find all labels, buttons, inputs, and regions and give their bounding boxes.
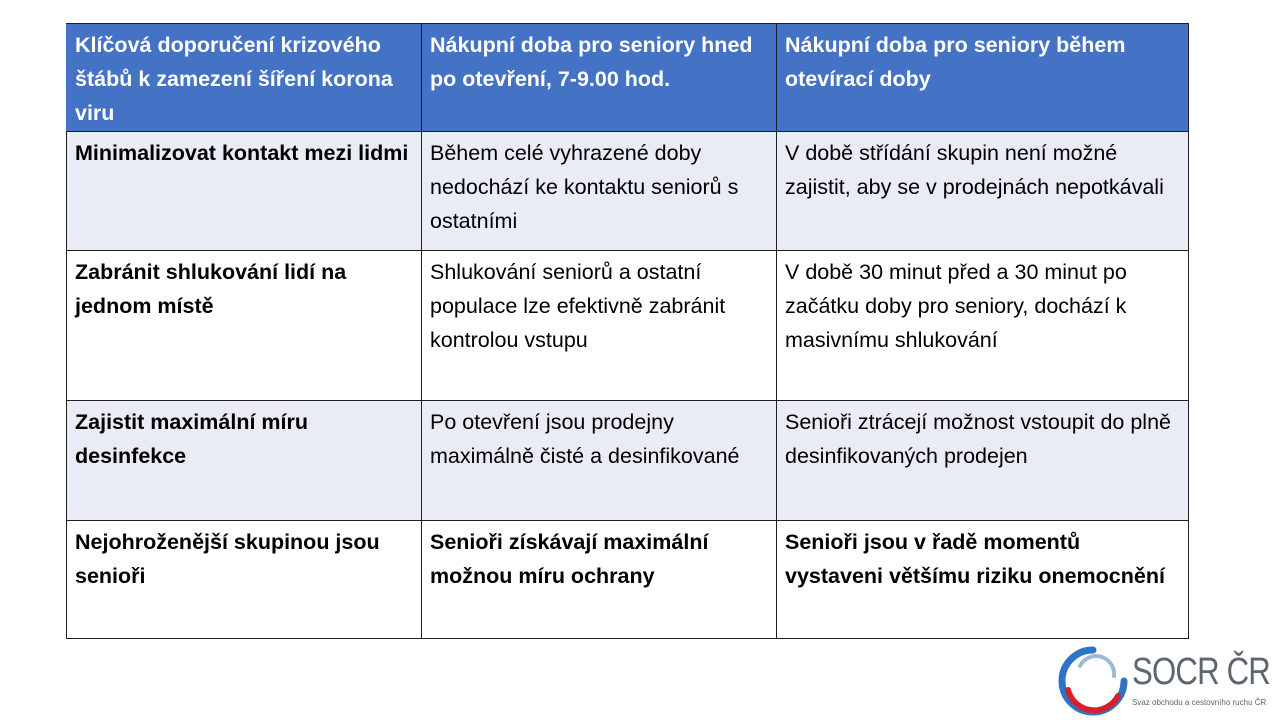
header-morning-hours: Nákupní doba pro seniory hned po otevření, 7-9.00 hod. <box>422 24 777 132</box>
table-row <box>67 401 1189 521</box>
morning-cell: Po otevření jsou prodejny maximálně čisté a desinfikované <box>422 401 777 521</box>
logo-subtitle: Svaz obchodu a cestovního ruchu ČR <box>1132 698 1267 707</box>
morning-cell: Senioři získávají maximální možnou míru ochrany <box>422 521 777 639</box>
opening-cell: Senioři jsou v řadě momentů vystaveni většímu riziku onemocnění <box>777 521 1189 639</box>
socr-swirl-icon <box>1058 646 1128 716</box>
recommendation-cell: Nejohroženější skupinou jsou senioři <box>67 521 422 639</box>
opening-cell: V době střídání skupin není možné zajistit, aby se v prodejnách nepotkávali <box>777 132 1189 251</box>
table-row <box>67 251 1189 401</box>
morning-cell: Během celé vyhrazené doby nedochází ke kontaktu seniorů s ostatními <box>422 132 777 251</box>
table-header-row <box>67 24 1189 132</box>
recommendation-cell: Minimalizovat kontakt mezi lidmi <box>67 132 422 251</box>
socr-logo <box>1058 646 1270 716</box>
morning-cell: Shlukování seniorů a ostatní populace lze efektivně zabránit kontrolou vstupu <box>422 251 777 401</box>
logo-name: SOCR ČR <box>1132 651 1270 693</box>
opening-cell: Senioři ztrácejí možnost vstoupit do plně desinfikovaných prodejen <box>777 401 1189 521</box>
table-row <box>67 521 1189 639</box>
comparison-table <box>66 23 1189 639</box>
recommendation-cell: Zajistit maximální míru desinfekce <box>67 401 422 521</box>
opening-cell: V době 30 minut před a 30 minut po začátku doby pro seniory, dochází k masivnímu shlukování <box>777 251 1189 401</box>
table-row <box>67 132 1189 251</box>
header-during-opening: Nákupní doba pro seniory během otevírací doby <box>777 24 1189 132</box>
recommendation-cell: Zabránit shlukování lidí na jednom místě <box>67 251 422 401</box>
header-recommendations: Klíčová doporučení krizového štábů k zamezení šíření korona viru <box>67 24 422 132</box>
